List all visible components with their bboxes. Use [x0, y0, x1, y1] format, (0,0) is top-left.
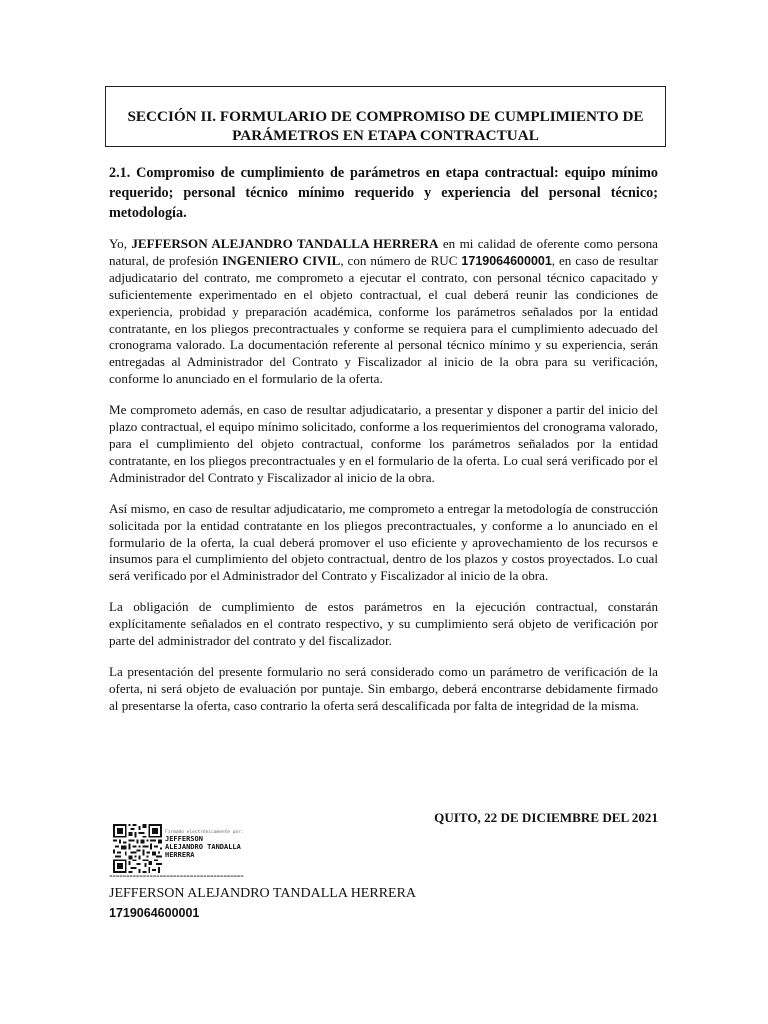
bidder-name: JEFFERSON ALEJANDRO TANDALLA HERRERA [131, 236, 439, 251]
profession: INGENIERO CIVIL [222, 252, 341, 268]
p1-text-a: Yo, [109, 236, 132, 251]
e-sign-name-line3: HERRERA [165, 851, 195, 859]
e-sign-name-line1: JEFFERSON [165, 835, 203, 843]
signature-line: ---------------------------------------- [109, 870, 244, 882]
e-sign-name-line2: ALEJANDRO TANDALLA [165, 843, 241, 851]
signer-name: JEFFERSON ALEJANDRO TANDALLA HERRERA [109, 886, 417, 901]
paragraph-commitment-methodology: Así mismo, en caso de resultar adjudicatario, me comprometo a entregar la metodología de construcción solicitada por la entidad contratante en los pliegos precontractuales, y conforme a lo anunciado en el formulario de la oferta, la cual deberá promover el uso eficiente y aprovechamiento de los recursos e insumos para el cumplimiento del objeto contractual, dentro de los plazos y costos proyectados. Lo cual será verificado por el Administrador del Contrato y Fiscalizador al inicio de la obra. [109, 500, 658, 584]
paragraph-obligation: La obligación de cumplimiento de estos parámetros en la ejecución contractual, constarán explícitamente señalados en el contrato respectivo, y su cumplimiento será objeto de verificación por parte del administrador del contrato y del fiscalizador. [109, 599, 658, 649]
ruc-number: 1719064600001 [461, 253, 552, 268]
section-header [105, 86, 666, 147]
section-title-line1: SECCIÓN II. FORMULARIO DE COMPROMISO DE CUMPLIMIENTO DE [127, 108, 644, 125]
p1-text-c: , con número de RUC [340, 252, 462, 268]
place-date: QUITO, 22 DE DICIEMBRE DEL 2021 [434, 810, 658, 825]
subsection-title: 2.1. Compromiso de cumplimiento de parámetros en etapa contractual: equipo mínimo requerido; personal técnico mínimo requerido y experiencia del personal técnico; metodología. [109, 165, 658, 221]
document-body [109, 163, 658, 729]
paragraph-presentation: La presentación del presente formulario no será considerado como un parámetro de verificación de la oferta, ni será objeto de evaluación por puntaje. Sin embargo, deberá encontrarse debidamente firmado al presentarse la oferta, caso contrario la oferta será descalificada por falta de integridad de la misma. [109, 663, 658, 713]
qr-code-icon [113, 824, 162, 873]
paragraph-commitment-personnel [109, 236, 658, 388]
signer-ruc: 1719064600001 [109, 906, 200, 920]
section-title-line2: PARÁMETROS EN ETAPA CONTRACTUAL [232, 127, 539, 144]
p1-text-d: , en caso de resultar adjudicatario del contrato, me comprometo a ejecutar el contrato, con personal técnico capacitado y suficientemente experimentado en el objeto contractual, el cual deberá reunir las condiciones de experiencia, probidad y preparación académica, conforme los parámetros señalados por la entidad contratante, en los pliegos precontractuales y conforme se requiera para el cumplimiento adecuado del cronograma valorado. La documentación referente al personal técnico mínimo y su experiencia, serán entregadas al Administrador del Contrato y Fiscalizador al inicio de la obra para su verificación, conforme lo anunciado en el formulario de la oferta. [109, 252, 658, 387]
p1-text-b: en mi calidad de oferente como persona natural, de profesión [109, 236, 658, 268]
electronic-signature-stamp [165, 830, 244, 859]
paragraph-commitment-equipment: Me comprometo además, en caso de resultar adjudicatario, a presentar y disponer a partir del inicio del plazo contractual, el equipo mínimo solicitado, conforme a los requerimientos del cronograma valorado, para el cumplimiento del objeto contractual, conforme los parámetros señalados por la entidad contratante, en los pliegos precontractuales y en el formulario de la oferta. Lo cual será verificado por el Administrador del Contrato y Fiscalizador al inicio de la obra. [109, 402, 658, 485]
e-sign-caption: Firmado electrónicamente por: [165, 830, 244, 835]
